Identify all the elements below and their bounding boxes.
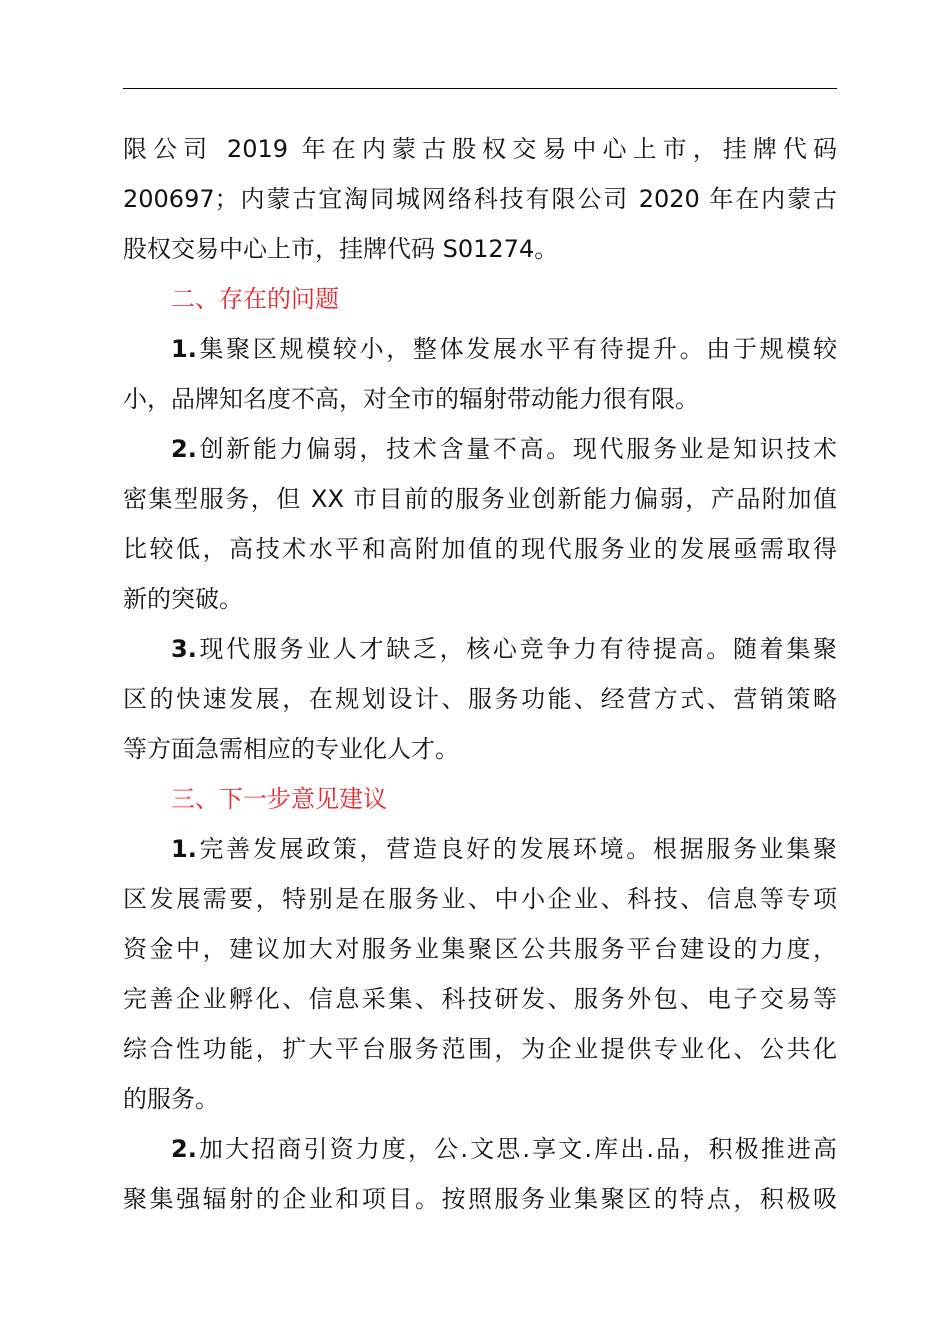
item-text: 现代服务业人才缺乏，核心竞争力有待提高。随着集聚 — [196, 635, 837, 663]
body-line: 股权交易中心上市，挂牌代码 S01274。 — [123, 235, 559, 263]
body-line: 等方面急需相应的专业化人才。 — [123, 735, 459, 763]
body-line: 区发展需要，特别是在服务业、中小企业、科技、信息等专项 — [123, 885, 837, 913]
item-text: 集聚区规模较小，整体发展水平有待提升。由于规模较 — [196, 335, 837, 363]
section-heading: 三、下一步意见建议 — [171, 785, 387, 813]
body-line: 综合性功能，扩大平台服务范围，为企业提供专业化、公共化 — [123, 1035, 837, 1063]
section-heading: 二、存在的问题 — [171, 285, 339, 313]
item-text: 创新能力偏弱，技术含量不高。现代服务业是知识技术 — [196, 435, 837, 463]
item-text: 完善发展政策，营造良好的发展环境。根据服务业集聚 — [196, 835, 837, 863]
list-item-first-line — [123, 424, 837, 474]
item-number: 2. — [171, 1135, 197, 1163]
item-number: 1. — [171, 335, 197, 363]
list-item-first-line — [123, 1124, 837, 1174]
body-line: 新的突破。 — [123, 585, 243, 613]
body-line: 的服务。 — [123, 1085, 219, 1113]
document-body — [123, 124, 837, 1224]
body-line: 比较低，高技术水平和高附加值的现代服务业的发展亟需取得 — [123, 535, 837, 563]
body-line: 密集型服务，但 XX 市目前的服务业创新能力偏弱，产品附加值 — [123, 485, 837, 513]
body-line: 完善企业孵化、信息采集、科技研发、服务外包、电子交易等 — [123, 985, 837, 1013]
list-item-first-line — [123, 824, 837, 874]
item-number: 2. — [171, 435, 197, 463]
item-text: 加大招商引资力度，公.文思.享文.库出.品，积极推进高 — [196, 1135, 837, 1163]
body-line: 聚集强辐射的企业和项目。按照服务业集聚区的特点，积极吸 — [123, 1185, 837, 1213]
body-line: 小，品牌知名度不高，对全市的辐射带动能力很有限。 — [123, 385, 699, 413]
list-item-first-line — [123, 324, 837, 374]
body-line: 限公司 2019 年在内蒙古股权交易中心上市，挂牌代码 — [123, 135, 837, 163]
header-rule — [123, 88, 837, 89]
body-line: 资金中，建议加大对服务业集聚区公共服务平台建设的力度， — [123, 935, 837, 963]
body-line: 200697；内蒙古宜淘同城网络科技有限公司 2020 年在内蒙古 — [123, 185, 837, 213]
item-number: 3. — [171, 635, 197, 663]
item-number: 1. — [171, 835, 197, 863]
body-line: 区的快速发展，在规划设计、服务功能、经营方式、营销策略 — [123, 685, 837, 713]
list-item-first-line — [123, 624, 837, 674]
